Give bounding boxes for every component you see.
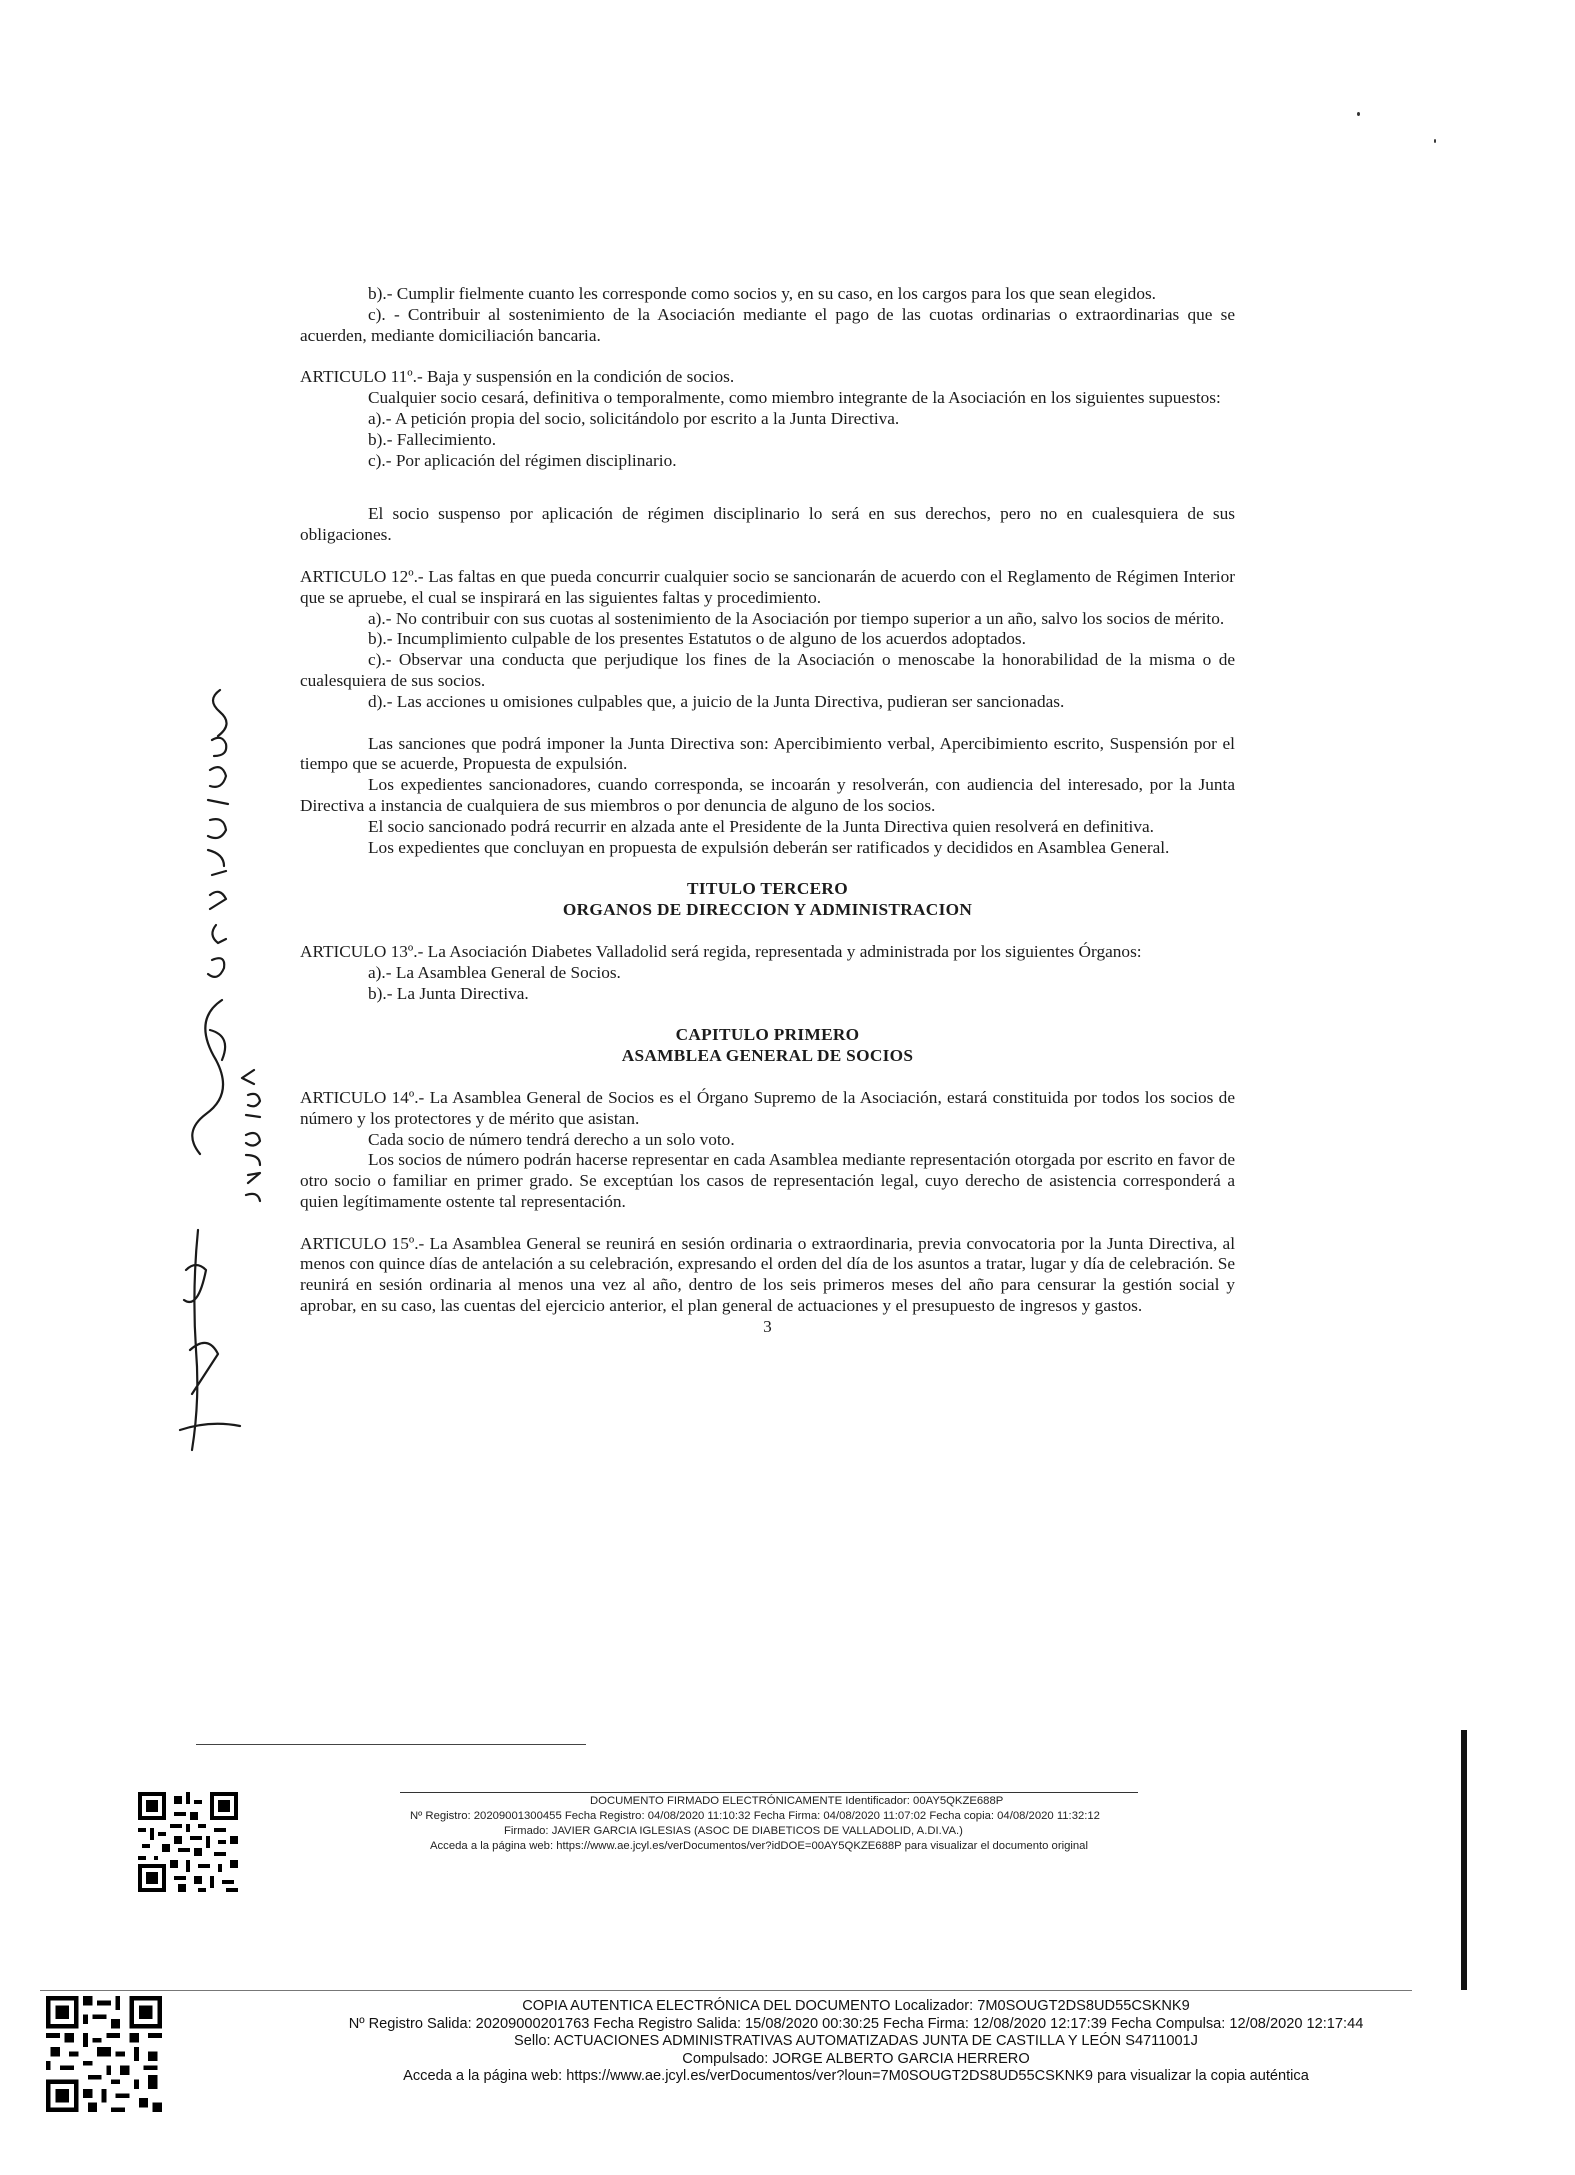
scan-speck	[1357, 112, 1360, 116]
inner-qr-code	[138, 1792, 238, 1892]
article-12-paragraph: ARTICULO 12º.- Las faltas en que pueda concurrir cualquier socio se sancionarán de acuerdo con el Reglamento de Régimen Interior que se apruebe, el cual se inspirará en las siguientes faltas y procedimiento.	[300, 566, 1235, 607]
list-item: d).- Las acciones u omisiones culpables que, a juicio de la Junta Directiva, pudieran ser sancionadas.	[368, 691, 1065, 711]
list-item: b).- Fallecimiento.	[368, 429, 497, 449]
list-item: c).- Observar una conducta que perjudique los fines de la Asociación o menoscabe la honorabilidad de la misma o de cualesquiera de sus socios.	[300, 650, 1235, 690]
article-14-paragraph: ARTICULO 14º.- La Asamblea General de Socios es el Órgano Supremo de la Asociación, estará constituida por todos los socios de número y los protectores y de mérito que asistan.	[300, 1087, 1235, 1128]
section-subheading: ORGANOS DE DIRECCION Y ADMINISTRACION	[562, 900, 973, 920]
paragraph: El socio suspenso por aplicación de régimen disciplinario lo será en sus derechos, pero no en cualesquiera de sus obligaciones.	[300, 504, 1235, 545]
copy-line: Sello: ACTUACIONES ADMINISTRATIVAS AUTOMATIZADAS JUNTA DE CASTILLA Y LEÓN S4711001J	[514, 2033, 1198, 2050]
copy-line: Compulsado: JORGE ALBERTO GARCIA HERRERO	[682, 2050, 1030, 2067]
list-item: a).- A petición propia del socio, solicitándolo por escrito a la Junta Directiva.	[368, 408, 900, 428]
outer-qr-code	[46, 1996, 162, 2112]
copy-link-line: Acceda a la página web: https://www.ae.jcyl.es/verDocumentos/ver?loun=7M0SOUGT2DS8UD55CSKNK9 para visualizar la copia auténtica	[403, 2068, 1309, 2085]
section-heading: TITULO TERCERO	[687, 879, 848, 899]
signature-line: Acceda a la página web: https://www.ae.jcyl.es/verDocumentos/ver?idDOE=00AY5QKZE688P para visualizar el documento original	[430, 1840, 1088, 1852]
separator-line	[196, 1744, 586, 1745]
scan-speck	[1434, 139, 1436, 143]
scan-edge-bar	[1461, 1730, 1467, 1990]
copy-line: Nº Registro Salida: 20209000201763 Fecha Registro Salida: 15/08/2020 00:30:25 Fecha Firma: 12/08/2020 12:17:39 Fecha Compulsa: 12/08/2020 12:17:44	[348, 2015, 1364, 2032]
paragraph: Los expedientes que concluyan en propuesta de expulsión deberán ser ratificados y decididos en Asamblea General.	[368, 837, 1170, 857]
signature-line: DOCUMENTO FIRMADO ELECTRÓNICAMENTE Identificador: 00AY5QKZE688P	[590, 1795, 1004, 1807]
article-15-paragraph: ARTICULO 15º.- La Asamblea General se reunirá en sesión ordinaria o extraordinaria, previa convocatoria por la Junta Directiva, al menos con quince días de antelación a su celebración, expresando el orden del día de los asuntos a tratar, lugar y día de celebración. Se reunirá en sesión ordinaria al menos una vez al año, dentro de los seis primeros meses del año para censurar la gestión social y aprobar, en su caso, las cuentas del ejercicio anterior, el plan general de actuaciones y el presupuesto de ingresos y gastos.	[300, 1233, 1235, 1316]
list-item: b).- La Junta Directiva.	[368, 983, 529, 1003]
page-number: 3	[763, 1316, 772, 1336]
paragraph: c). - Contribuir al sostenimiento de la Asociación mediante el pago de las cuotas ordinarias o extraordinarias que se acuerden, mediante domiciliación bancaria.	[300, 304, 1235, 345]
list-item: c).- Por aplicación del régimen disciplinario.	[368, 450, 677, 470]
paragraph: Cualquier socio cesará, definitiva o temporalmente, como miembro integrante de la Asociación en los siguientes supuestos:	[368, 388, 1221, 408]
list-item: b).- Incumplimiento culpable de los presentes Estatutos o de alguno de los acuerdos adoptados.	[368, 629, 1026, 649]
signature-line: Firmado: JAVIER GARCIA IGLESIAS (ASOC DE DIABETICOS DE VALLADOLID, A.DI.VA.)	[504, 1825, 963, 1837]
paragraph: b).- Cumplir fielmente cuanto les corresponde como socios y, en su caso, en los cargos para los que sean elegidos.	[368, 284, 1157, 303]
signature-rule	[400, 1792, 1138, 1793]
handwritten-margin-annotations	[150, 670, 280, 1470]
paragraph: Las sanciones que podrá imponer la Junta Directiva son: Apercibimiento verbal, Apercibimiento escrito, Suspensión por el tiempo que se acuerde, Propuesta de expulsión.	[300, 733, 1235, 774]
copy-line: COPIA AUTENTICA ELECTRÓNICA DEL DOCUMENTO Localizador: 7M0SOUGT2DS8UD55CSKNK9	[522, 1998, 1190, 2014]
paragraph: Los expedientes sancionadores, cuando corresponda, se incoarán y resolverán, con audiencia del interesado, por la Junta Directiva a instancia de cualquiera de sus miembros o por denuncia de alguno de los socios.	[300, 775, 1235, 815]
outer-signature-block	[316, 1998, 1396, 2086]
paragraph: Los socios de número podrán hacerse representar en cada Asamblea mediante representación otorgada por escrito en favor de otro socio o familiar en primer grado. Se exceptúan los casos de representación legal, cuyo derecho de asistencia corresponderá a quien legítimamente ostente tal representación.	[300, 1150, 1235, 1211]
signature-line: Nº Registro: 20209001300455 Fecha Registro: 04/08/2020 11:10:32 Fecha Firma: 04/08/2020 11:07:02 Fecha copia: 04/08/2020 11:32:12	[410, 1810, 1100, 1822]
chapter-heading: CAPITULO PRIMERO	[675, 1025, 860, 1045]
list-item: a).- No contribuir con sus cuotas al sostenimiento de la Asociación por tiempo superior a un año, salvo los socios de mérito.	[368, 608, 1225, 628]
list-item: a).- La Asamblea General de Socios.	[368, 962, 621, 982]
paragraph: El socio sancionado podrá recurrir en alzada ante el Presidente de la Junta Directiva quien resolverá en definitiva.	[368, 816, 1154, 836]
chapter-subheading: ASAMBLEA GENERAL DE SOCIOS	[621, 1046, 914, 1066]
footer-rule	[40, 1990, 1412, 1991]
article-11-title: ARTICULO 11º.- Baja y suspensión en la condición de socios.	[300, 367, 735, 387]
article-13-paragraph: ARTICULO 13º.- La Asociación Diabetes Valladolid será regida, representada y administrada por los siguientes Órganos:	[300, 941, 1142, 961]
paragraph: Cada socio de número tendrá derecho a un solo voto.	[368, 1129, 735, 1149]
document-body	[300, 284, 1235, 1338]
